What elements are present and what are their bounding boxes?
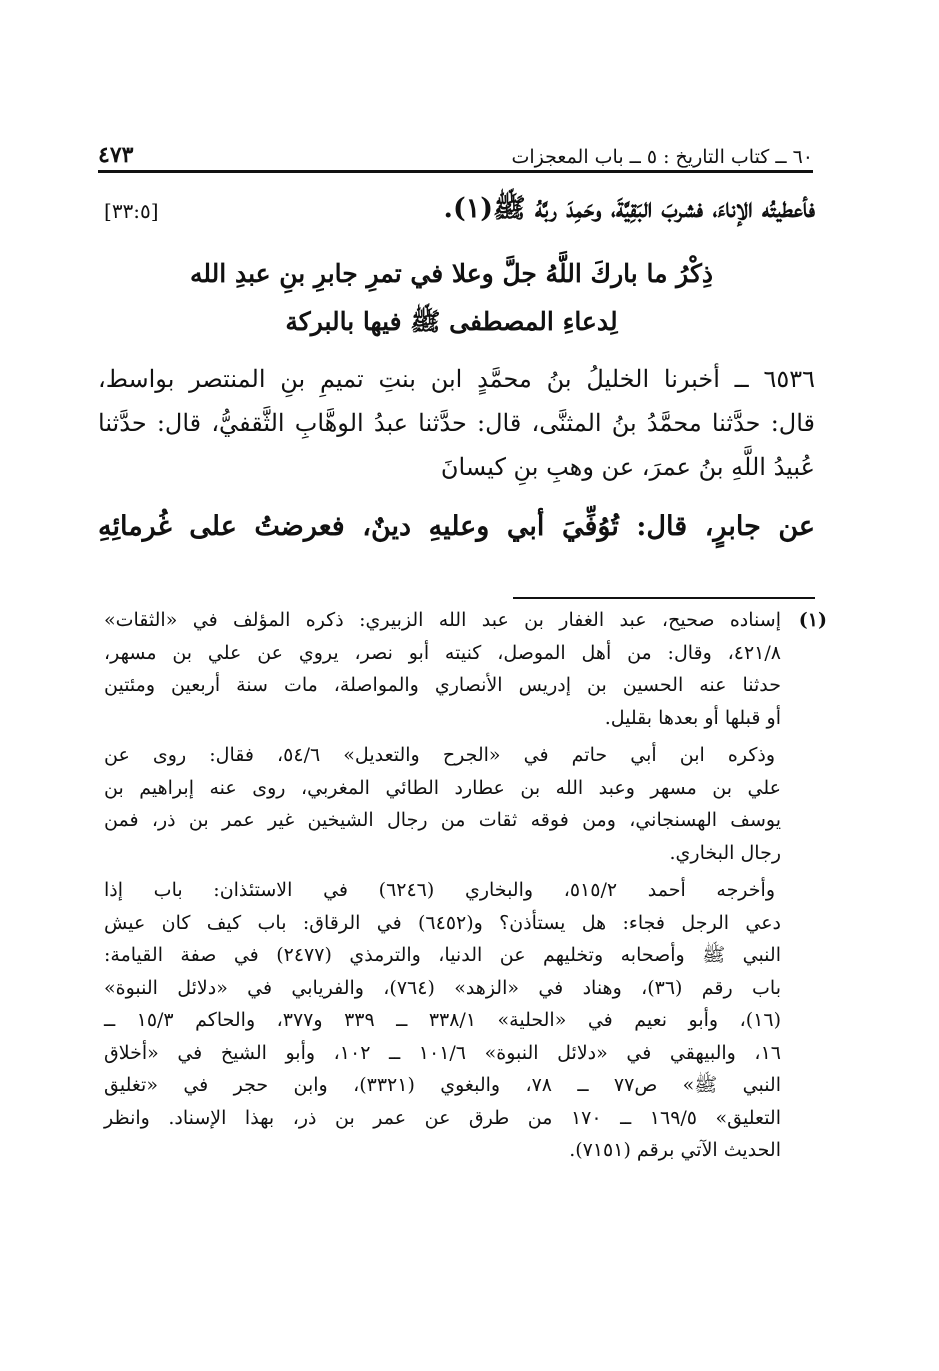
chapter-title-line-2: لِدعاءِ المصطفى ﷺ فيها بالبركة [285, 307, 618, 336]
footnote-line: النبي ﷺ وأصحابه وتخليهم عن الدنيا، والترمذي (٢٤٧٧) في صفة القيامة: [104, 944, 781, 966]
header-rule [98, 170, 813, 173]
chapter-title [90, 250, 813, 346]
footnote-paragraph-1 [104, 604, 827, 734]
hadith-line-1: ٦٥٣٦ ــ أخبرنا الخليلُ بنُ محمَّدٍ ابن بنتِ تميمِ بنِ المنتصر بواسط، [98, 365, 815, 393]
footnote-line: حدثنا عنه الحسين بن إدريس الأنصاري والمواصلة، مات سنة أربعين ومئتين [104, 674, 781, 696]
footnote-line: وأخرجه أحمد ٥١٥/٢، والبخاري (٦٢٤٦) في الاستئذان: باب إذا [104, 879, 775, 901]
footnote-line: رجال البخاري. [669, 841, 781, 864]
footnote-line-text: إسناده صحيح، عبد الغفار بن عبد الله الزبيري: ذكره المؤلف في «الثقات» [104, 609, 781, 631]
hadith-line-2: قال: حدَّثنا محمَّدُ بنُ المثنَّى، قال: حدَّثنا عبدُ الوهَّابِ الثَّقفيُّ، قال: حدَّثنا [98, 409, 816, 437]
footnote-line: علي بن مسهر وعبد الله بن عطارد الطائي المغربي، روى عنه إبراهيم بن [104, 776, 781, 799]
footnote-line: يوسف الهسنجاني، ومن فوقه ثقات من رجال الشيخين غير عمر بن ذر، فمن [104, 809, 781, 831]
footnote-separator [513, 597, 815, 599]
reference-marker: [٣٣:٥] [104, 199, 159, 223]
page-header [98, 132, 813, 168]
footnote-number: (١) [798, 609, 827, 631]
footnote-line: أو قبلها أو بعدها بقليل. [604, 706, 781, 729]
footnote-line: وذكره ابن أبي حاتم في «الجرح والتعديل» ٥٤/٦، فقال: روى عن [104, 744, 776, 766]
footnote-line: (١٦)، وأبو نعيم في «الحلية» ٣٣٨/١ ــ ٣٣٩ و٣٧٧، والحاكم ١٥/٣ ــ [104, 1009, 781, 1031]
chapter-title-line-1: ذِكْرُ ما باركَ اللَّهُ جلَّ وعلا في تمرِ جابرِ بنِ عبدِ الله [190, 259, 713, 288]
footnotes [104, 604, 827, 1172]
footnote-line: التعليق» ١٦٩/٥ ــ ١٧٠ من طرق عن عمر بن ذر، بهذا الإسناد. وانظر [104, 1106, 781, 1129]
footnote-line: باب رقم (٣٦)، وهناد في «الزهد» (٧٦٤)، والفريابي في «دلائل النبوة» [104, 976, 781, 999]
footnote-line: دعي الرجل فجاء: هل يستأذن؟ و(٦٤٥٢) في الرقاق: باب كيف كان عيش [104, 911, 781, 934]
hadith-line-4: عن جابرٍ، قال: تُوُفِّيَ أبي وعليهِ دينٌ، فعرضتُ على غُرمائِهِ [98, 511, 815, 542]
page-number: ٤٧٣ [98, 142, 134, 168]
footnote-line: النبي ﷺ» ص٧٧ ــ ٧٨، والبغوي (٣٣٢١)، وابن حجر في «تغليق [104, 1074, 781, 1096]
running-head: ٦٠ ــ كتاب التاريخ : ٥ ــ باب المعجزات [511, 146, 813, 168]
footnote-paragraph-2 [104, 739, 827, 869]
footnote-paragraph-3 [104, 874, 827, 1167]
footnote-line: الحديث الآتي برقم (٧١٥١). [569, 1139, 781, 1161]
hadith-text [98, 357, 815, 549]
continuation-text: فأعطيتُه الإناءَ، فشربَ البَقِيَّةَ، وحَمِدَ ربَّهُ ﷺ(١). [443, 193, 815, 224]
footnote-line: ٤٢١/٨، وقال: من أهل الموصل، كنيته أبو نصر، يروي عن علي بن مسهر، [104, 641, 781, 664]
hadith-line-3: عُبيدُ اللَّهِ بنُ عمرَ، عن وهبِ بنِ كيسانَ [440, 453, 815, 481]
footnote-line [104, 604, 827, 637]
continuation-line [104, 186, 815, 236]
footnote-line: ١٦، والبيهقي في «دلائل النبوة» ١٠١/٦ ــ ١٠٢، وأبو الشيخ في «أخلاق [104, 1041, 781, 1064]
